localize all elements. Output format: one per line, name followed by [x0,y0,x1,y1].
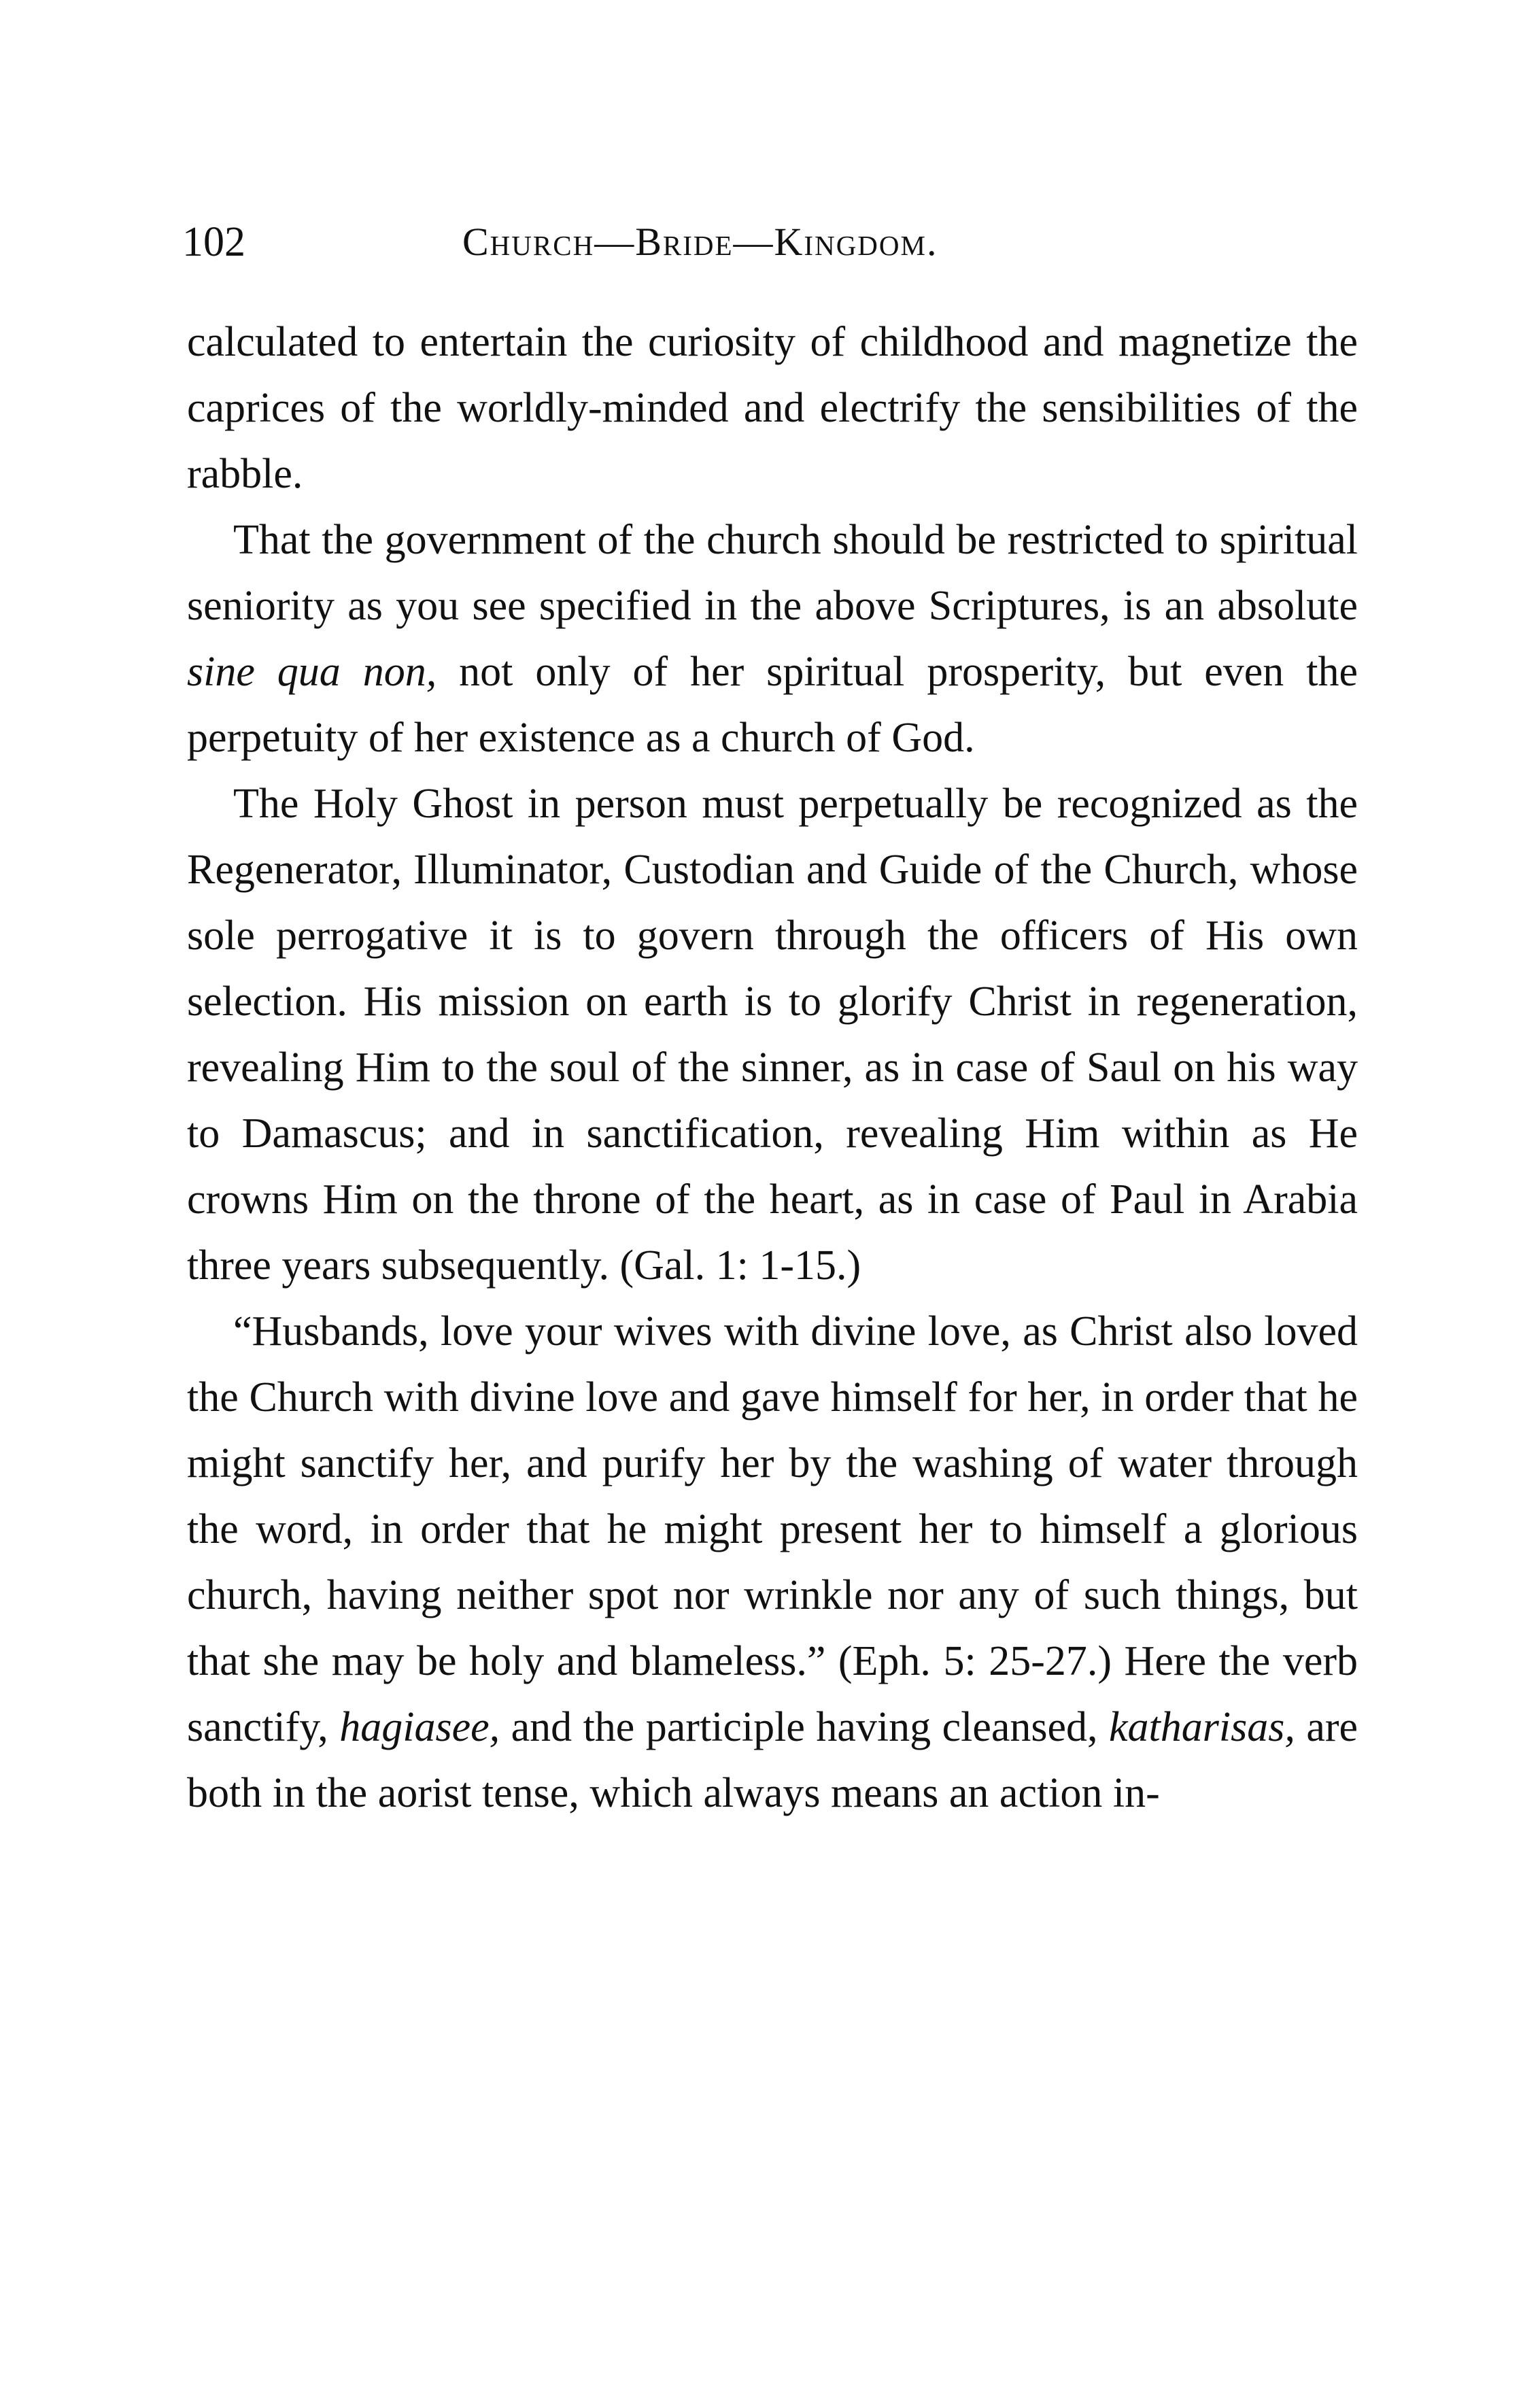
greek-term-hagiasee: hagiasee, [339,1704,500,1750]
page-header [182,215,1365,269]
paragraph-4-text-start: “Husbands, love your wives with divine love, as Christ also loved the Church with divine love and gave himself for her, in order that he might sanctify her, and purify her by the washing of water through the word, in order that he might present her to himself a glorious church, having neither spot nor wrinkle nor any of such things, but that she may be holy and blameless.” (Eph. 5: 25-27.) Here the verb sanctify, [187,1308,1358,1750]
paragraph-3 [187,771,1358,1299]
body-text [187,309,1358,1826]
page-number: 102 [182,219,245,265]
latin-phrase: sine qua non, [187,649,437,695]
paragraph-2-text-start: That the government of the church should be restricted to spiritual seniority as you see specified in the above Scriptures, is an absolute [187,517,1358,629]
greek-term-katharisas: katharisas, [1108,1704,1295,1750]
paragraph-3-text: The Holy Ghost in person must perpetually be recognized as the Regenerator, Illuminator, Custodian and Guide of the Church, whose sole perrogative it is to govern through the officers of His own selection. His mission on earth is to glorify Christ in regeneration, revealing Him to the soul of the sinner, as in case of Saul on his way to Damascus; and in sanctification, revealing Him within as He crowns Him on the throne of the heart, as in case of Paul in Arabia three years subsequently. (Gal. 1: 1-15.) [187,781,1358,1289]
paragraph-2-text-end: not only of her spiritual prosperity, but even the perpetuity of her existence as a church of God. [187,649,1358,761]
paragraph-1 [187,309,1358,507]
paragraph-4-text-middle: and the participle having cleansed, [500,1704,1109,1750]
paragraph-1-text: calculated to entertain the curiosity of childhood and magnetize the caprices of the worldly-minded and electrify the sensibilities of the rabble. [187,319,1358,497]
paragraph-4 [187,1299,1358,1826]
running-head: Church—Bride—Kingdom. [462,220,938,264]
paragraph-4-text-end: are both in the aorist tense, which always means an action in- [187,1704,1358,1816]
paragraph-2 [187,507,1358,771]
